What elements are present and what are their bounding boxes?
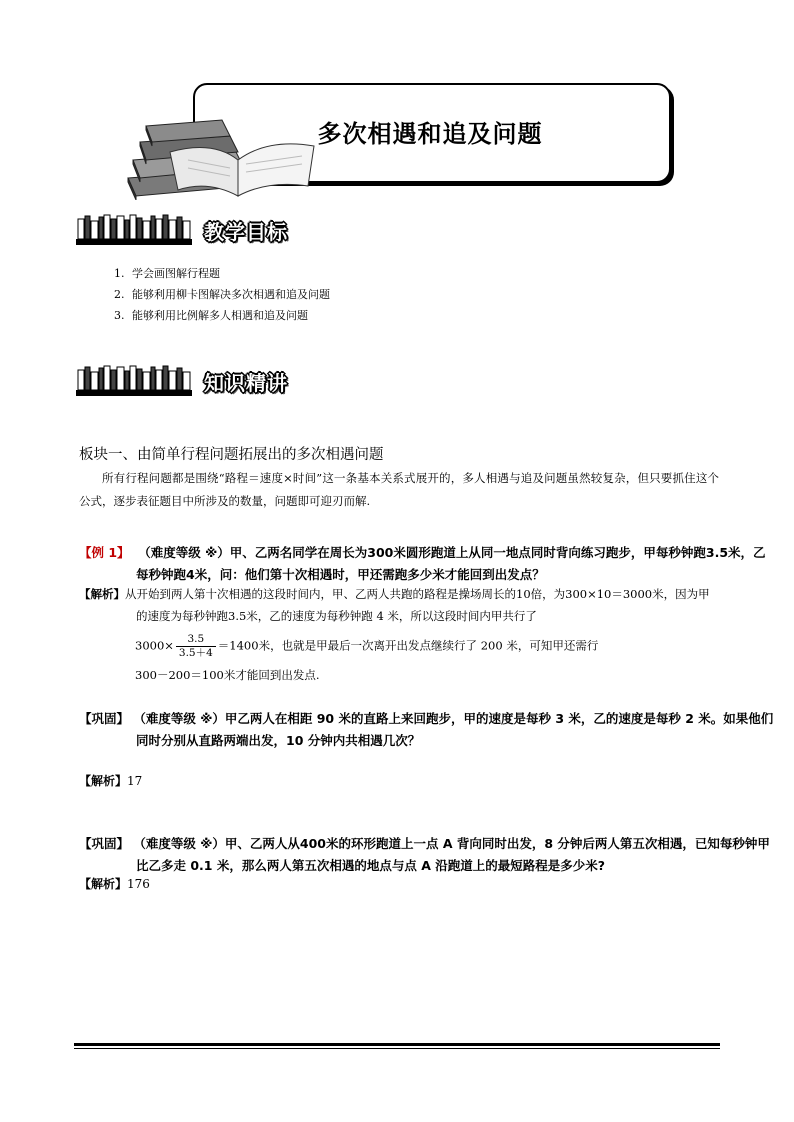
consolidation-1-answer: 【解析】17 [79, 774, 143, 788]
module-intro: 所有行程问题都是围绕“路程＝速度×时间”这一条基本关系式展开的，多人相遇与追及问题虽然较复杂，但只要抓住这个公式，逐步表征题目中所涉及的数量，问题即可迎刃而解. [79, 471, 719, 508]
footer-divider [74, 1048, 720, 1049]
page-title: 多次相遇和追及问题 [317, 120, 543, 148]
list-item: 3. 能够利用比例解多人相遇和追及问题 [114, 309, 308, 322]
bookshelf-icon [76, 213, 194, 247]
list-item: 1. 学会画图解行程题 [114, 267, 220, 280]
knowledge-section-header [76, 364, 316, 398]
consolidation-1-question: 【巩固】 （难度等级 ※）甲乙两人在相距 90 米的直路上来回跑步，甲的速度是每秒 3 米，乙的速度是每秒 2 米。如果他们同时分别从直路两端出发，10 分钟内共相遇几次？ [79, 711, 774, 748]
books-icon [118, 100, 318, 200]
analysis-tag: 【解析】 [79, 587, 125, 601]
example-1-question: 【例 1】 （难度等级 ※）甲、乙两名同学在周长为300米圆形跑道上从同一地点同时背向练习跑步，甲每秒钟跑3.5米，乙每秒钟跑4米，问：他们第十次相遇时，甲还需跑多少米才能回到出发点？ [79, 545, 766, 582]
example-tag: 【例 1】 [79, 545, 130, 560]
objectives-list [114, 263, 330, 326]
list-item: 2. 能够利用柳卡图解决多次相遇和追及问题 [114, 288, 330, 301]
bookshelf-icon [76, 364, 194, 398]
knowledge-section-title: 知识精讲 [204, 371, 288, 395]
consolidation-2-question: 【巩固】 （难度等级 ※）甲、乙两人从400米的环形跑道上一点 A 背向同时出发，8 分钟后两人第五次相遇，已知每秒钟甲比乙多走 0.1 米，那么两人第五次相遇的地点与点 A 沿跑道上的最短路程是多少米? [79, 836, 770, 873]
fraction: $\frac{3.5}{3.5+4}$ [176, 633, 216, 660]
example-1-analysis: 【解析】从开始到两人第十次相遇的这段时间内，甲、乙两人共跑的路程是操场周长的10倍，为300×10＝3000米，因为甲的速度为每秒钟跑3.5米，乙的速度为每秒钟跑 4 米，所以这段时间内甲共行了 3000× $\frac{3.5}{3.5+4}$ ＝1400米，也就是甲最后一次离开出发点继续行了 200 米，可知甲还需行 300－200＝100米才能回到出发点. [79, 587, 710, 682]
objectives-section-title: 教学目标 [204, 220, 288, 244]
objectives-section-header [76, 213, 316, 247]
footer-divider [74, 1043, 720, 1046]
module-heading: 板块一、由简单行程问题拓展出的多次相遇问题 [79, 447, 384, 463]
consolidation-tag: 【巩固】 [79, 711, 130, 726]
consolidation-tag: 【巩固】 [79, 836, 130, 851]
consolidation-2-answer: 【解析】176 [79, 877, 150, 891]
